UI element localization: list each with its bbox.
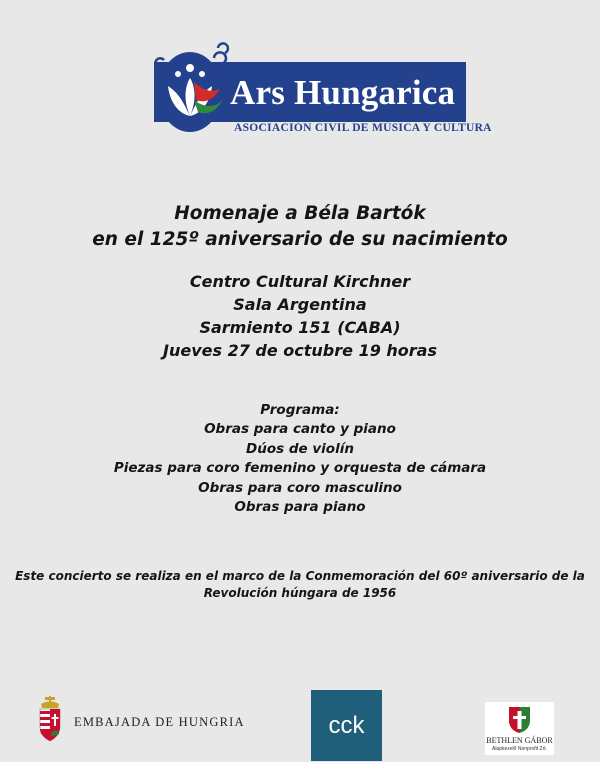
program-item: Piezas para coro femenino y orquesta de cámara	[113, 460, 487, 476]
bethlen-shield-icon	[508, 706, 531, 734]
ars-hungarica-logo	[154, 42, 492, 140]
bethlen-gabor-logo	[485, 702, 554, 755]
program-item: Obras para coro masculino	[198, 480, 402, 496]
bethlen-name: BETHLEN GÁBOR	[486, 736, 553, 745]
embassy-name: EMBAJADA DE HUNGRIA	[74, 715, 245, 729]
note-line-2: Revolución húngara de 1956	[203, 586, 397, 600]
heading-line-1: Homenaje a Béla Bartók	[174, 203, 426, 224]
logo-title: Ars Hungarica	[230, 73, 456, 112]
venue-datetime: Jueves 27 de octubre 19 horas	[163, 341, 437, 360]
tulip-motif-icon	[154, 42, 234, 134]
program-item: Obras para canto y piano	[204, 421, 396, 437]
program-item: Obras para piano	[234, 499, 366, 515]
program-label: Programa:	[260, 402, 340, 418]
cck-logo: cck	[311, 690, 382, 761]
venue-room: Sala Argentina	[233, 295, 367, 314]
bethlen-subtitle: Alapkezelő Nonprofit Zrt.	[491, 746, 548, 752]
hungarian-coat-of-arms-icon	[38, 696, 62, 742]
venue-address: Sarmiento 151 (CABA)	[199, 318, 401, 337]
note-line-1: Este concierto se realiza en el marco de la Conmemoración del 60º aniversario de la	[15, 569, 585, 583]
logo-subtitle: ASOCIACIÓN CIVIL DE MÚSICA Y CULTURA	[234, 122, 492, 134]
venue-name: Centro Cultural Kirchner	[189, 272, 411, 291]
program-item: Dúos de violín	[246, 441, 354, 457]
heading-line-2: en el 125º aniversario de su nacimiento	[92, 229, 508, 250]
